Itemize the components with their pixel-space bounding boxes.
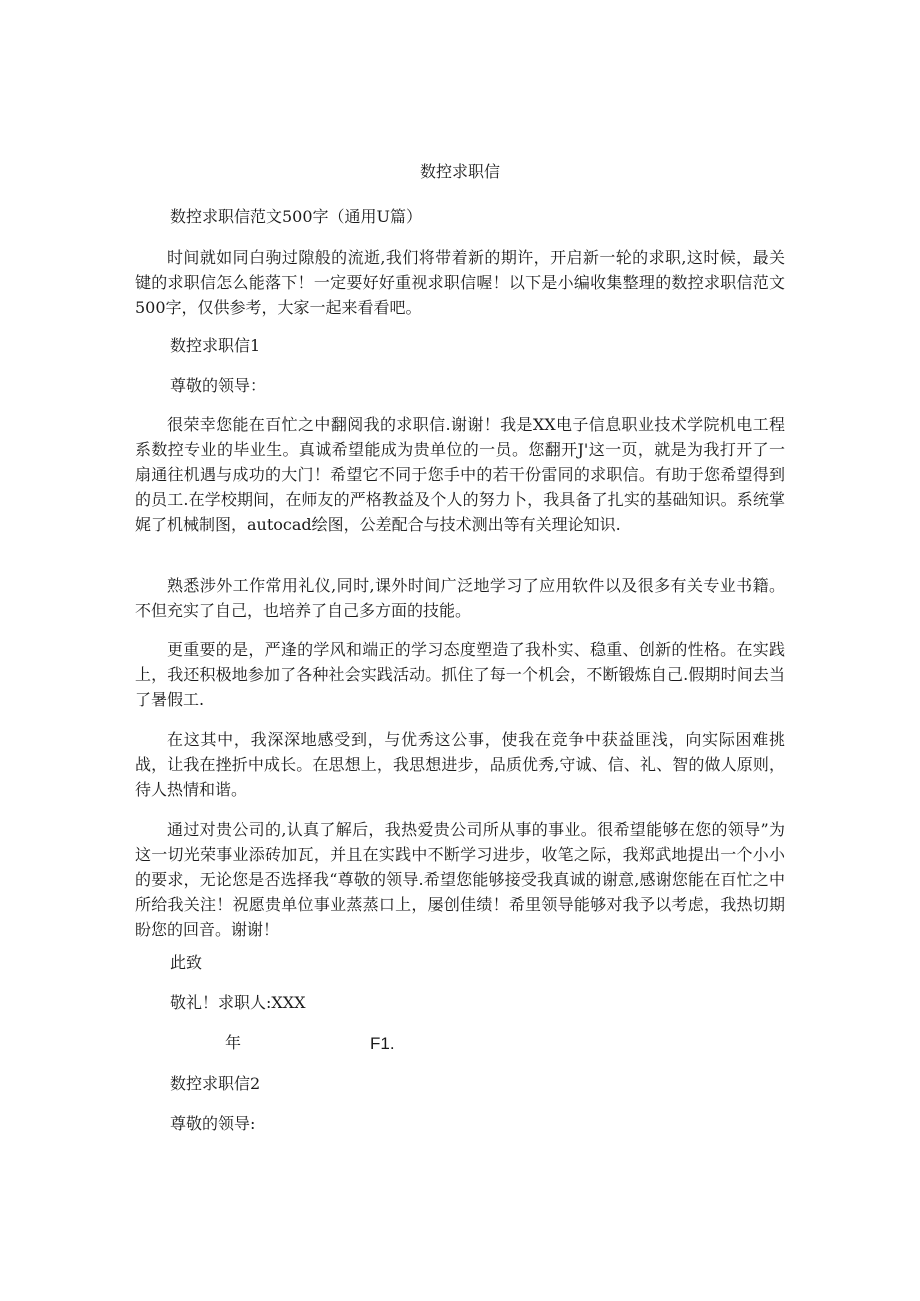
- letter1-paragraph-3: 更重要的是，严逢的学风和端正的学习态度塑造了我朴实、稳重、创新的性格。在实践上，我还积极地参加了各种社会实践活动。抓住了每一个机会，不断锻炼自己.假期时间去当了暑假工.: [135, 640, 785, 709]
- letter1-signature: 敬礼！求职人:XXX: [170, 993, 306, 1012]
- letter1-salutation: 尊敬的领导：: [170, 376, 267, 395]
- letter1-paragraph-4: 在这其中，我深深地感受到，与优秀这公事，使我在竞争中获益匪浅，向实际困难挑战，让我在挫折中成长。在思想上，我思想进步，品质优秀,守诚、信、礼、智的做人原则，待人热情和谐。: [135, 730, 785, 799]
- letter1-paragraph-2: 熟悉涉外工作常用礼仪,同时,课外时间广泛地学习了应用软件以及很多有关专业书籍。不但充实了自己，也培养了自己多方面的技能。: [135, 576, 785, 620]
- letter2-salutation: 尊敬的领导:: [170, 1114, 256, 1133]
- letter1-date-year: 年: [225, 1033, 242, 1052]
- document-subtitle: 数控求职信范文500字（通用U篇）: [170, 207, 423, 226]
- document-title: 数控求职信: [419, 162, 500, 181]
- letter1-paragraph-1: 很荣幸您能在百忙之中翻阅我的求职信.谢谢！我是XX电子信息职业技术学院机电工程系数控专业的毕业生。真诚希望能成为贵单位的一员。您翻开J'这一页，就是为我打开了一扇通往机遇与成功的大门！希望它不同于您手中的若干份雷同的求职信。有助于您希望得到的员工.在学校期间，在师友的严格教益及个人的努力卜，我具备了扎实的基础知识。系统掌娓了机械制图，autocad绘图，公差配合与技术测出等有关理论知识.: [135, 415, 785, 534]
- letter1-date-rest: F1.: [370, 1034, 395, 1053]
- letter1-paragraph-5: 通过对贵公司的,认真了解后，我热爱贵公司所从事的事业。很希望能够在您的领导”为这一切光荣事业添砖加瓦，并且在实践中不断学习进步，收笔之际，我郑武地提出一个小小的要求，无论您是否选择我“尊敬的领导.希望您能够接受我真诚的谢意,感谢您能在百忙之中所给我关注！祝愿贵单位事业蒸蒸口上，屡创佳绩！希里领导能够对我予以考虑，我热切期盼您的回音。谢谢！: [135, 820, 785, 939]
- letter1-heading: 数控求职信1: [170, 336, 261, 355]
- letter1-closing: 此致: [170, 953, 203, 972]
- intro-paragraph: 时间就如同白驹过隙般的流逝,我们将带着新的期许，开启新一轮的求职,这时候，最关键的求职信怎么能落下！一定要好好重视求职信喔！以下是小编收集整理的数控求职信范文500字，仅供参考，大家一起来看看吧。: [135, 248, 785, 317]
- letter2-heading: 数控求职信2: [170, 1074, 261, 1093]
